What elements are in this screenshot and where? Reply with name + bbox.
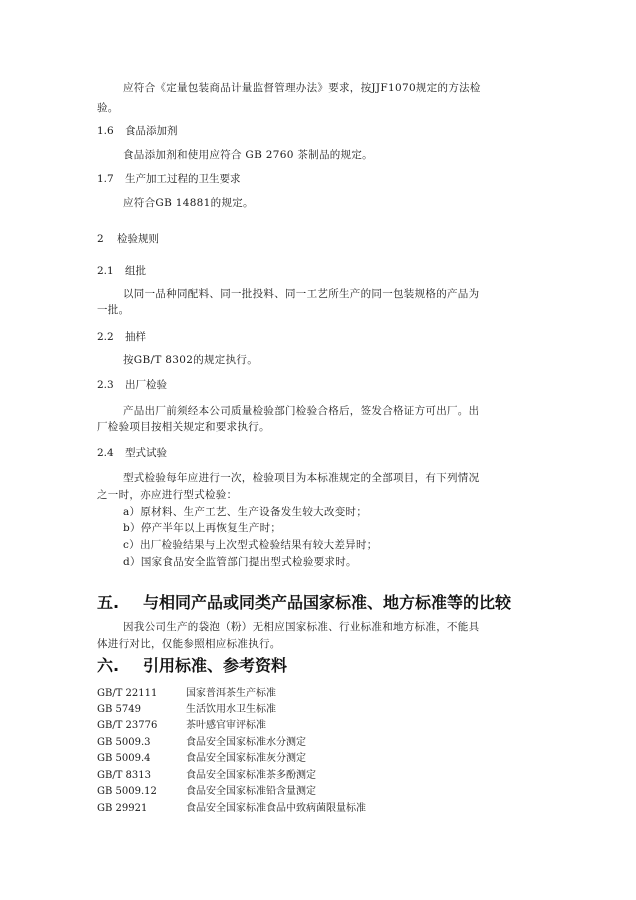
section-5-heading [97,593,511,613]
reference-code: GB 5749 [97,704,141,715]
section-number: 六. [97,656,120,675]
section-1-6-text: 食品添加剂和使用应符合 GB 2760 茶制品的规定。 [123,149,373,161]
section-2-4-line-2: 之一时，亦应进行型式检验： [97,489,238,501]
reference-title: 食品安全国家标准铅含量测定 [186,786,316,797]
section-number: 2.2 [97,331,114,343]
section-2-3-line-2: 厂检验项目按相关规定和要求执行。 [97,421,270,433]
list-item: a）原材料、生产工艺、生产设备发生较大改变时； [123,506,368,518]
reference-code: GB/T 8313 [97,770,152,781]
section-number: 2.3 [97,379,114,391]
section-number: 2.4 [97,447,114,459]
reference-code: GB 5009.4 [97,753,151,764]
section-title: 出厂检验 [125,379,167,391]
section-2-3-heading [97,378,167,392]
reference-title: 生活饮用水卫生标准 [186,704,276,715]
section-2-2-heading [97,330,146,344]
section-title: 与相同产品或同类产品国家标准、地方标准等的比较 [143,593,512,612]
section-2-4-line-1: 型式检验每年应进行一次，检验项目为本标准规定的全部项目，有下列情况 [123,472,480,484]
section-title: 抽样 [125,331,146,343]
list-item: c）出厂检验结果与上次型式检验结果有较大差异时； [123,539,378,551]
section-2-4-heading [97,446,167,460]
reference-code: GB 5009.12 [97,786,157,797]
reference-code: GB 5009.3 [97,737,151,748]
section-2-heading [97,232,159,246]
section-2-1-line-1: 以同一品种同配料、同一批投料、同一工艺所生产的同一包装规格的产品为 [123,288,480,300]
reference-title: 食品安全国家标准食品中致病菌限量标准 [186,803,366,814]
section-1-7-text: 应符合GB 14881的规定。 [123,197,254,209]
section-title: 组批 [125,265,146,277]
reference-title: 食品安全国家标准水分测定 [186,737,306,748]
intro-paragraph-line-1: 应符合《定量包装商品计量监督管理办法》要求，按JJF1070规定的方法检 [123,82,481,94]
section-2-3-line-1: 产品出厂前须经本公司质量检验部门检验合格后，签发合格证方可出厂。出 [123,405,480,417]
section-title: 型式试验 [125,447,167,459]
section-title: 检验规则 [117,233,159,245]
list-item: b）停产半年以上再恢复生产时； [123,522,282,534]
intro-paragraph-line-2: 验。 [97,102,119,114]
reference-code: GB 29921 [97,803,148,814]
section-number: 2.1 [97,265,114,277]
section-5-line-1: 因我公司生产的袋泡（粉）无相应国家标准、行业标准和地方标准，不能具 [123,621,480,633]
section-5-line-2: 体进行对比，仅能参照相应标准执行。 [97,638,281,650]
section-number: 1.6 [97,125,114,137]
section-2-1-heading [97,264,146,278]
reference-code: GB/T 23776 [97,720,158,731]
section-6-heading [97,656,287,676]
section-title: 引用标准、参考资料 [143,656,288,675]
section-title: 生产加工过程的卫生要求 [125,173,241,185]
section-title: 食品添加剂 [125,125,178,137]
list-item: d）国家食品安全监管部门提出型式检验要求时。 [123,556,357,568]
section-1-7-heading [97,172,241,186]
section-number: 五. [97,593,120,612]
section-number: 1.7 [97,173,114,185]
reference-code: GB/T 22111 [97,688,158,699]
reference-title: 茶叶感官审评标准 [186,720,266,731]
section-number: 2 [97,233,104,245]
section-2-1-line-2: 一批。 [97,304,130,316]
reference-title: 国家普洱茶生产标准 [186,688,276,699]
section-1-6-heading [97,124,178,138]
reference-title: 食品安全国家标准灰分测定 [186,753,306,764]
reference-title: 食品安全国家标准茶多酚测定 [186,770,316,781]
section-2-2-text: 按GB/T 8302的规定执行。 [123,354,259,366]
